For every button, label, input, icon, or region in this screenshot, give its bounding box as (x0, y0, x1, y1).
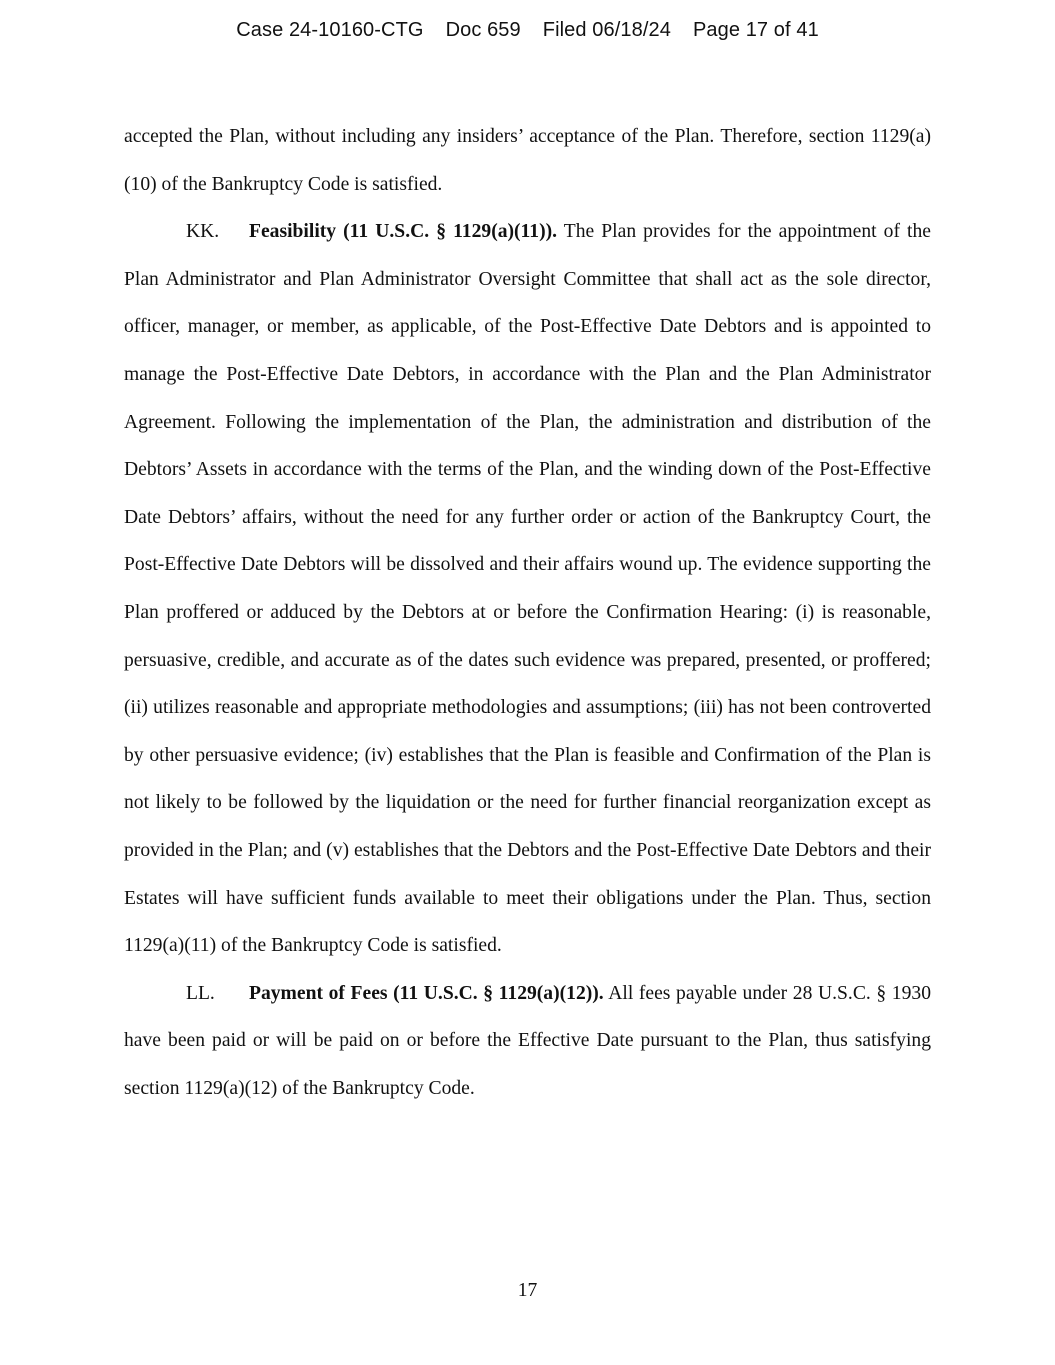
document-body (124, 113, 931, 1112)
paragraph-kk (124, 208, 931, 970)
page-of-total: Page 17 of 41 (692, 19, 819, 41)
page-number: 17 (517, 1280, 538, 1301)
paragraph-continuation: accepted the Plan, without including any insiders’ acceptance of the Plan. Therefore, section 1129(a)(10) of the Bankruptcy Code is satisfied. (124, 126, 931, 195)
filed-date: Filed 06/18/24 (542, 19, 671, 41)
paragraph-ll (124, 970, 931, 1113)
paragraph-heading-ll: Payment of Fees (11 U.S.C. § 1129(a)(12)). (249, 982, 604, 1004)
paragraph-label-kk: KK. (186, 221, 220, 243)
paragraph-text-kk: The Plan provides for the appointment of the Plan Administrator and Plan Administrator Oversight Committee that shall act as the sole director, officer, manager, or member, as applicable, of the Post-Effective Date Debtors and is appointed to manage the Post-Effective Date Debtors, in accordance with the Plan and the Plan Administrator Agreement. Following the implementation of the Plan, the administration and distribution of the Debtors’ Assets in accordance with the terms of the Plan, and the winding down of the Post-Effective Date Debtors’ affairs, without the need for any further order or action of the Bankruptcy Court, the Post-Effective Date Debtors will be dissolved and their affairs wound up. The evidence supporting the Plan proffered or adduced by the Debtors at or before the Confirmation Hearing: (i) is reasonable, persuasive, credible, and accurate as of the dates such evidence was prepared, presented, or proffered; (ii) utilizes reasonable and appropriate methodologies and assumptions; (iii) has not been controverted by other persuasive evidence; (iv) establishes that the Plan is feasible and Confirmation of the Plan is not likely to be followed by the liquidation or the need for further financial reorganization except as provided in the Plan; and (v) establishes that the Debtors and the Post-Effective Date Debtors and their Estates will have sufficient funds available to meet their obligations under the Plan. Thus, section 1129(a)(11) of the Bankruptcy Code is satisfied. (124, 221, 931, 957)
doc-number: Doc 659 (445, 19, 521, 41)
paragraph-label-ll: LL. (186, 982, 215, 1004)
paragraph-text-ll: All fees payable under 28 U.S.C. § 1930 have been paid or will be paid on or before the Effective Date pursuant to the Plan, thus satisfying section 1129(a)(12) of the Bankruptcy Code. (124, 982, 931, 1099)
filing-header (0, 19, 1055, 42)
paragraph-heading-kk: Feasibility (11 U.S.C. § 1129(a)(11)). (249, 221, 558, 243)
case-number: Case 24-10160-CTG (236, 19, 424, 41)
